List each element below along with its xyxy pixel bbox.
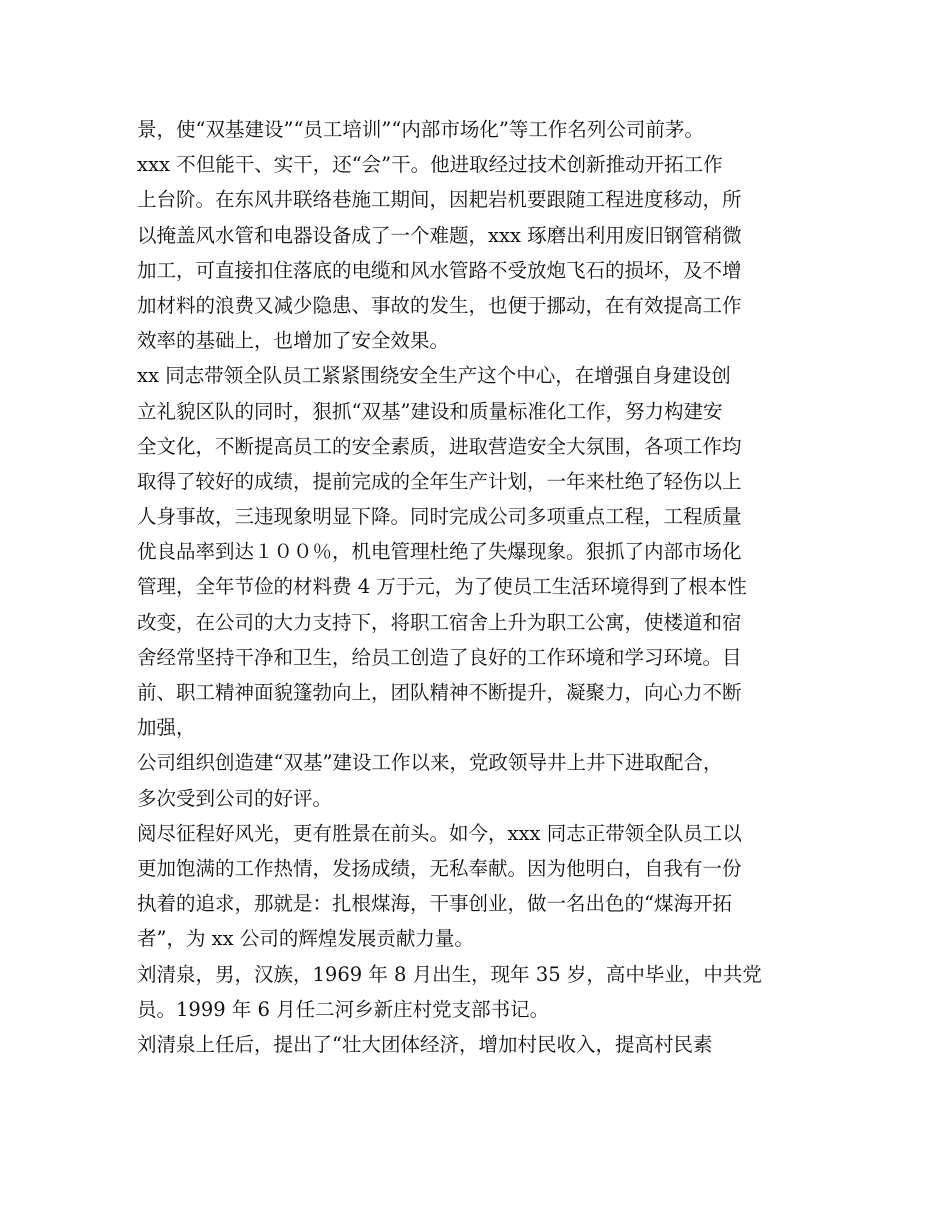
text-line: 刘清泉，男，汉族，1969 年 8 月出生，现年 35 岁，高中毕业，中共党 (137, 962, 762, 986)
text-line: 优良品率到达１００％，机电管理杜绝了失爆现象。狠抓了内部市场化 (137, 540, 742, 564)
text-line: 者”，为 xx 公司的辉煌发展贡献力量。 (137, 927, 474, 951)
text-line: 刘清泉上任后，提出了“壮大团体经济，增加村民收入，提高村民素 (137, 1032, 713, 1056)
text-line: 多次受到公司的好评。 (137, 786, 333, 810)
text-line: 加强， (137, 716, 196, 740)
text-line: 全文化，不断提高员工的安全素质，进取营造安全大氛围，各项工作均 (137, 434, 742, 458)
text-line: 管理，全年节俭的材料费 4 万于元，为了使员工生活环境得到了根本性 (137, 575, 747, 599)
text-line: 加工，可直接扣住落底的电缆和风水管路不受放炮飞石的损坏，及不增 (137, 258, 742, 282)
text-line: 舍经常坚持干净和卫生，给员工创造了良好的工作环境和学习环境。目 (137, 645, 742, 669)
text-line: 阅尽征程好风光，更有胜景在前头。如今，xxx 同志正带领全队员工以 (137, 821, 742, 845)
text-line: 效率的基础上，也增加了安全效果。 (137, 329, 450, 353)
text-line: 上台阶。在东风井联络巷施工期间，因耙岩机要跟随工程进度移动，所 (137, 188, 742, 212)
text-line: 更加饱满的工作热情，发扬成绩，无私奉献。因为他明白，自我有一份 (137, 856, 742, 880)
body-text (137, 112, 837, 1062)
text-line: 员。1999 年 6 月任二河乡新庄村党支部书记。 (137, 997, 550, 1021)
text-line: xx 同志带领全队员工紧紧围绕安全生产这个中心，在增强自身建设创 (137, 364, 731, 388)
text-line: 立礼貌区队的同时，狠抓“双基”建设和质量标准化工作，努力构建安 (137, 399, 723, 423)
text-line: 景，使“双基建设”“员工培训”“内部市场化”等工作名列公司前茅。 (137, 118, 704, 141)
text-line: 以掩盖风水管和电器设备成了一个难题，xxx 琢磨出利用废旧钢管稍微 (137, 223, 742, 247)
text-line: 执着的追求，那就是：扎根煤海，干事创业，做一名出色的“煤海开拓 (137, 892, 732, 916)
text-line: 前、职工精神面貌篷勃向上，团队精神不断提升，凝聚力，向心力不断 (137, 681, 742, 704)
text-line: xxx 不但能干、实干，还“会”干。他进取经过技术创新推动开拓工作 (137, 153, 723, 177)
text-line: 公司组织创造建“双基”建设工作以来，党政领导井上井下进取配合， (137, 751, 723, 775)
text-line: 取得了较好的成绩，提前完成的全年生产计划，一年来杜绝了轻伤以上 (137, 469, 742, 493)
text-line: 改变，在公司的大力支持下，将职工宿舍上升为职工公寓，使楼道和宿 (137, 610, 742, 634)
text-line: 人身事故，三违现象明显下降。同时完成公司多项重点工程，工程质量 (137, 505, 742, 529)
text-line: 加材料的浪费又减少隐患、事故的发生，也便于挪动，在有效提高工作 (137, 293, 742, 317)
